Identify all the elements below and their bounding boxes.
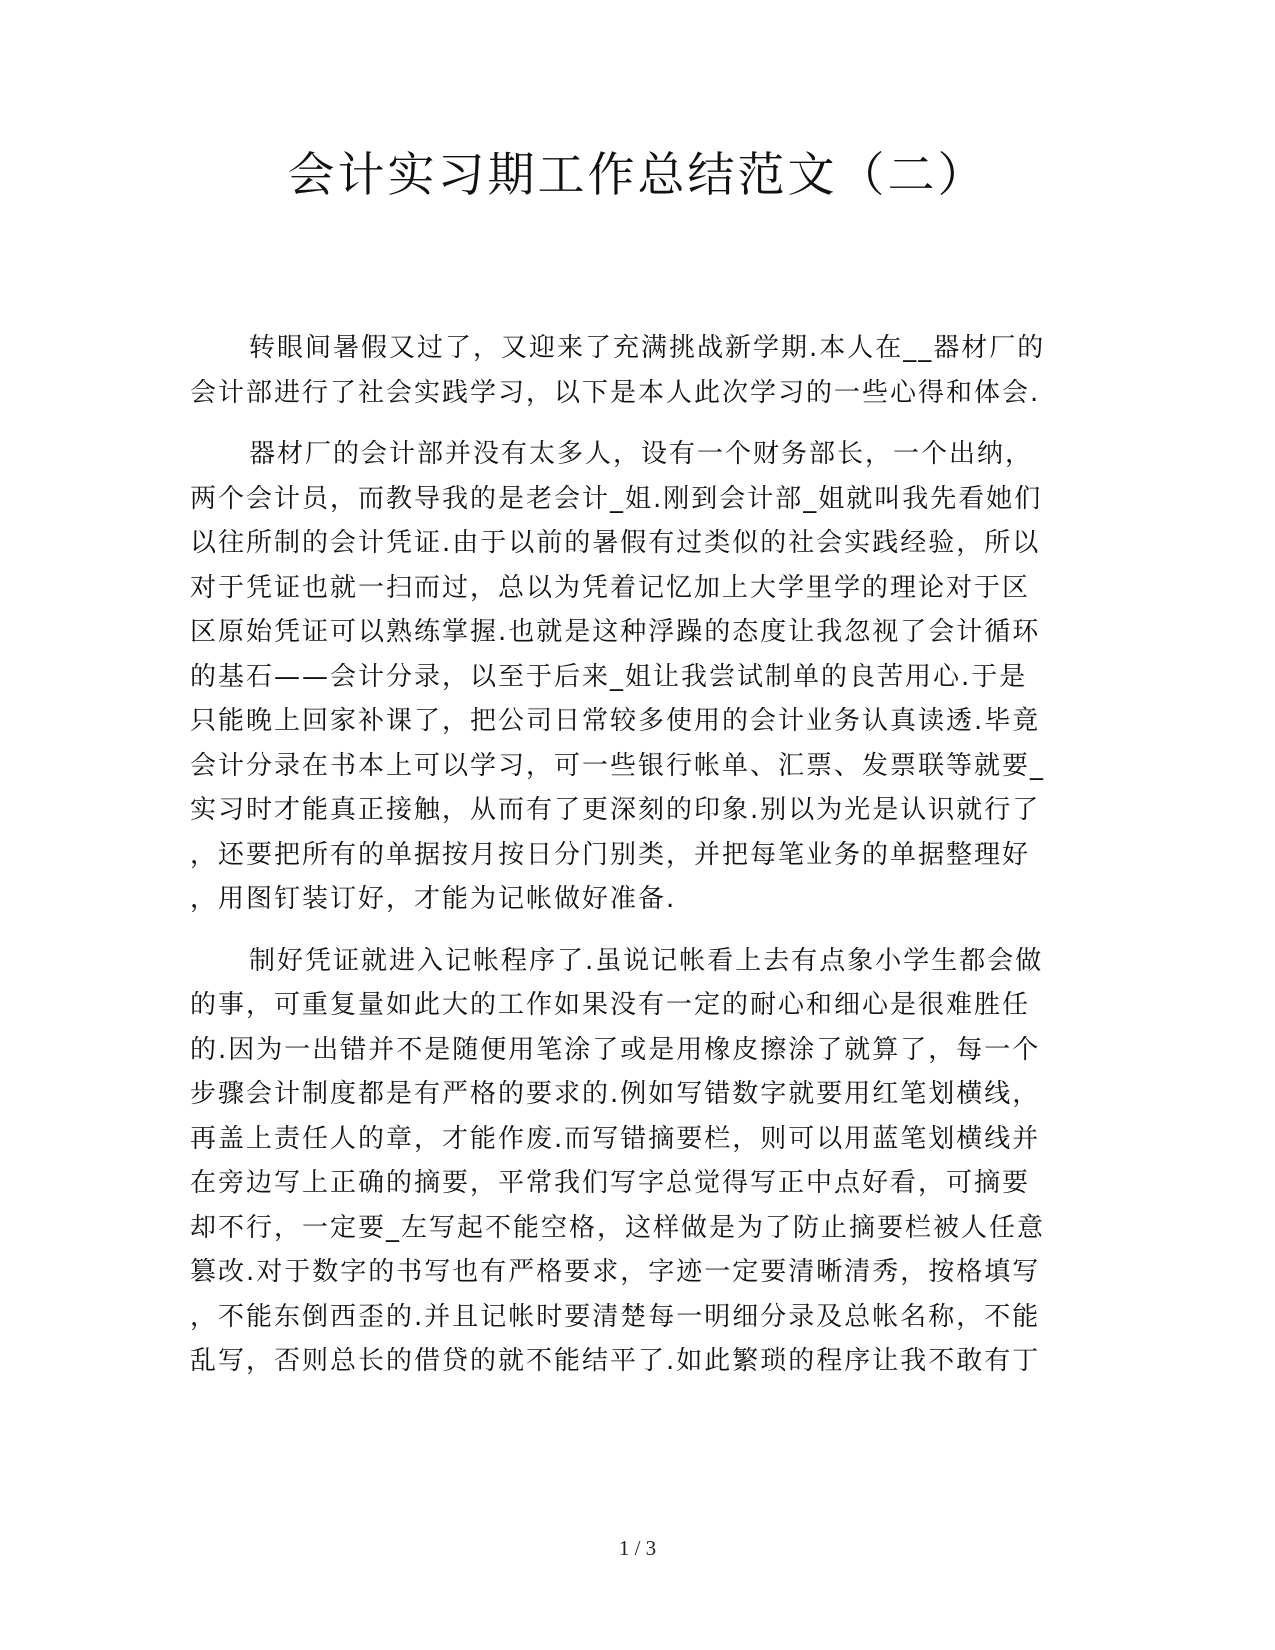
document-title: 会计实习期工作总结范文（二） [287, 148, 988, 203]
text-line: 的.因为一出错并不是随便用笔涂了或是用橡皮擦涂了就算了，每一个 [190, 1034, 1041, 1065]
text-line: ，还要把所有的单据按月按日分门别类，并把每笔业务的单据整理好 [190, 839, 1031, 870]
text-line: ，不能东倒西歪的.并且记帐时要清楚每一明细分录及总帐名称，不能 [190, 1301, 1041, 1332]
text-line: 会计分录在书本上可以学习，可一些银行帐单、汇票、发票联等就要_ [190, 750, 1046, 781]
paragraph-bookkeeping [190, 939, 1074, 1384]
text-line: 在旁边写上正确的摘要，平常我们写字总觉得写正中点好看，可摘要 [190, 1168, 1031, 1198]
text-line: 会计部进行了社会实践学习，以下是本人此次学习的一些心得和体会. [190, 377, 1041, 408]
text-line: 以往所制的会计凭证.由于以前的暑假有过类似的社会实践经验，所以 [190, 528, 1041, 558]
text-line: 只能晚上回家补课了，把公司日常较多使用的会计业务认真读透.毕竟 [190, 706, 1041, 736]
text-line: 篡改.对于数字的书写也有严格要求，字迹一定要清晰清秀，按格填写 [190, 1257, 1041, 1287]
text-line: 再盖上责任人的章，才能作废.而写错摘要栏，则可以用蓝笔划横线并 [190, 1123, 1041, 1154]
paragraph-department [190, 432, 1074, 922]
text-line: 器材厂的会计部并没有太多人，设有一个财务部长，一个出纳， [249, 439, 1034, 469]
paragraph-intro [190, 326, 1074, 415]
text-line: 的事，可重复量如此大的工作如果没有一定的耐心和细心是很难胜任 [190, 990, 1031, 1020]
text-line: 的基石——会计分录，以至于后来_姐让我尝试制单的良苦用心.于是 [190, 661, 1028, 692]
text-line: 步骤会计制度都是有严格的要求的.例如写错数字就要用红笔划横线， [190, 1079, 1041, 1109]
document-body [190, 326, 1074, 1401]
text-line: 两个会计员，而教导我的是老会计_姐.刚到会计部_姐就叫我先看她们 [190, 483, 1043, 514]
text-line: 制好凭证就进入记帐程序了.虽说记帐看上去有点象小学生都会做 [249, 945, 1044, 976]
text-line: ，用图钉装订好，才能为记帐做好准备. [190, 884, 677, 914]
text-line: 乱写，否则总长的借贷的就不能结平了.如此繁琐的程序让我不敢有丁 [190, 1346, 1041, 1376]
text-line: 转眼间暑假又过了，又迎来了充满挑战新学期.本人在__器材厂的 [249, 333, 1046, 363]
text-line: 区原始凭证可以熟练掌握.也就是这种浮躁的态度让我忽视了会计循环 [190, 617, 1041, 647]
page-number: 1 / 3 [618, 1536, 657, 1560]
text-line: 却不行，一定要_左写起不能空格，这样做是为了防止摘要栏被人任意 [190, 1212, 1046, 1243]
text-line: 对于凭证也就一扫而过，总以为凭着记忆加上大学里学的理论对于区 [190, 572, 1031, 603]
text-line: 实习时才能真正接触，从而有了更深刻的印象.别以为光是认识就行了 [190, 795, 1041, 825]
